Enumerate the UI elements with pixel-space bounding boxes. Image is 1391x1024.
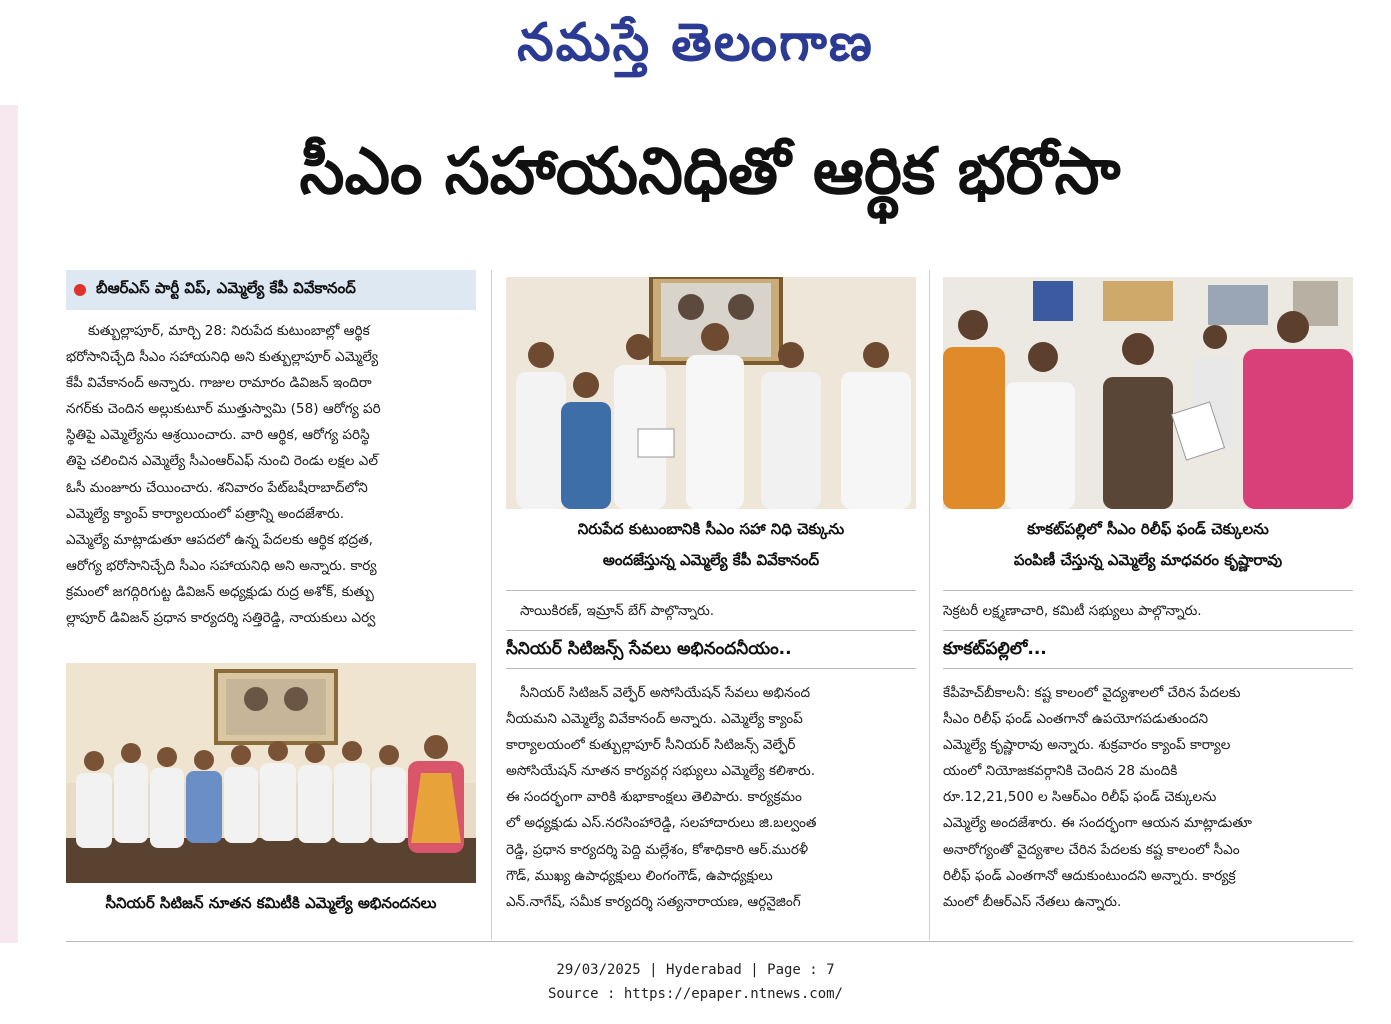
- story3-subhead: కూకట్‌పల్లిలో...: [943, 639, 1047, 659]
- body-line: కార్యాలయంలో కుత్బుల్లాపూర్ సీనియర్ సిటిజన్స్ వెల్ఫేర్: [506, 737, 796, 754]
- story1-kicker-text: బీఆర్ఎస్ పార్టీ విప్, ఎమ్మెల్యే కేపీ వివేకానంద్: [96, 279, 356, 297]
- subhead-bottom-rule: [506, 668, 916, 669]
- footer-date-edition: 29/03/2025 | Hyderabad | Page : 7: [556, 962, 835, 978]
- body-line: రూ.12,21,500 ల సిఆర్ఎం రిలీఫ్ ఫండ్ చెక్కులను: [943, 789, 1217, 806]
- body-line: ఎమ్మెల్యే మాట్లాడుతూ ఆపదలో ఉన్న పేదలకు ఆర్థిక భద్రత,: [66, 531, 373, 548]
- body-line: యంలో నియోజకవర్గానికి చెందిన 28 మందికి: [943, 763, 1178, 780]
- story3-body: [943, 680, 1353, 920]
- kp-vivekanand-photo-caption: [506, 514, 916, 576]
- body-line: అనారోగ్యంతో వైద్యశాల చేరిన పేదలకు కష్ట కాలంలో సీఎం: [943, 841, 1240, 858]
- madhavaram-photo-caption: [943, 514, 1353, 576]
- senior-citizens-photo-caption: సీనియర్ సిటిజన్ నూతన కమిటీకి ఎమ్మెల్యే అభినందనలు: [105, 894, 437, 912]
- subhead-top-rule: [506, 630, 916, 631]
- story2-body: [506, 680, 916, 920]
- body-line: అసోసియేషన్ నూతన కార్యవర్గ సభ్యులు ఎమ్మెల్యే కలిశారు.: [506, 763, 816, 780]
- page-bottom-rule: [66, 941, 1353, 942]
- caption-divider: [943, 590, 1353, 591]
- body-line: ఎమ్మెల్యే అందజేశారు. ఈ సందర్భంగా ఆయన మాట్లాడుతూ: [943, 815, 1252, 832]
- caption-divider: [506, 590, 916, 591]
- body-line: ఈ సందర్భంగా వారికి శుభాకాంక్షలు తెలిపారు. కార్యక్రమం: [506, 789, 802, 806]
- footer-source: Source : https://epaper.ntnews.com/: [547, 986, 843, 1002]
- subhead-bottom-rule: [943, 668, 1353, 669]
- column-divider: [929, 270, 930, 940]
- caption-line-1: నిరుపేద కుటుంబానికి సీఎం సహా నిధి చెక్కును: [577, 520, 845, 538]
- kp-vivekanand-cheque-photo: [506, 277, 916, 509]
- body-line: ఎన్.నాగేష్, సమీక కార్యదర్శి సత్యనారాయణ, ఆర్గనైజింగ్: [506, 893, 801, 910]
- page-headline: సీఎం సహాయనిధితో ఆర్థిక భరోసా: [299, 135, 1121, 209]
- madhavaram-krishnarao-cheque-photo: [943, 277, 1353, 509]
- body-line: భరోసానిచ్చేది సీఎం సహాయనిధి అని కుత్బుల్లాపూర్ ఎమ్మెల్యే: [66, 349, 379, 366]
- story1-body: [66, 318, 476, 658]
- body-line: కుత్బుల్లాపూర్, మార్చి 28: నిరుపేద కుటుంబాల్లో ఆర్థిక: [88, 323, 370, 339]
- body-line: కేపీహెచ్‌బీకాలనీ: కష్ట కాలంలో వైద్యశాలలో చేరిన పేదలకు: [943, 685, 1241, 701]
- caption-line-2: అందజేస్తున్న ఎమ్మెల్యే కేపీ వివేకానంద్: [602, 551, 820, 569]
- body-line: ఆరోగ్య భరోసానిచ్చేది సీఎం సహాయనిధి అని అన్నారు. కార్య: [66, 557, 377, 574]
- caption-line-1: కూకట్‌పల్లిలో సీఎం రిలీఫ్ ఫండ్ చెక్కులను: [1027, 520, 1269, 538]
- body-line: ఓసీ మంజూరు చేయించారు. శనివారం పేట్‌బషీరాబాద్‌లోని: [66, 479, 368, 496]
- body-line: ఎమ్మెల్యే కృష్ణారావు అన్నారు. శుక్రవారం క్యాంప్ కార్యాల: [943, 737, 1231, 754]
- story2-subhead: సీనియర్ సిటిజన్స్ సేవలు అభినందనీయం..: [506, 639, 792, 659]
- senior-citizens-photo: [66, 663, 476, 883]
- body-line: కేపీ వివేకానంద్ అన్నారు. గాజుల రామారం డివిజన్ ఇందిరా: [66, 375, 372, 392]
- newspaper-masthead: నమస్తే తెలంగాణ: [517, 12, 874, 73]
- body-line: స్థితిపై ఎమ్మెల్యేను ఆశ్రయించారు. వారి ఆర్థిక, ఆరోగ్య పరిస్థి: [66, 427, 370, 444]
- body-line: రెడ్డి, ప్రధాన కార్యదర్శి పెద్ది మల్లేశం, కోశాధికారి ఆర్.మురళీ: [506, 841, 809, 858]
- body-line: తిపై చలించిన ఎమ్మెల్యే సీఎంఆర్ఎఫ్ నుంచి రెండు లక్షల ఎల్: [66, 453, 378, 470]
- body-line: మంలో బీఆర్ఎస్ నేతలు ఉన్నారు.: [943, 893, 1122, 910]
- body-line: గౌడ్, ముఖ్య ఉపాధ్యక్షులు లింగంగౌడ్, ఉపాధ్యక్షులు: [506, 867, 773, 884]
- bullet-dot-icon: [74, 284, 86, 296]
- column-divider: [491, 270, 492, 940]
- body-line: ఎమ్మెల్యే క్యాంప్ కార్యాలయంలో పత్రాన్ని అందజేశారు.: [66, 505, 345, 522]
- body-line: లో అధ్యక్షుడు ఎస్.నరసింహారెడ్డి, సలహాదారులు జి.బల్వంత: [506, 815, 817, 832]
- page-edge-strip: [0, 105, 18, 943]
- body-line: నగర్‌కు చెందిన అల్లుకుటూర్ ముత్తుస్వామి (58) ఆరోగ్య పరి: [66, 401, 381, 418]
- body-line: సీఎం రిలీఫ్ ఫండ్ ఎంతగానో ఉపయోగపడుతుందని: [943, 711, 1209, 728]
- story2-continuation: సెక్రటరీ లక్ష్మణాచారి, కమిటీ సభ్యులు పాల్గొన్నారు.: [943, 603, 1202, 619]
- story1-kicker: [66, 270, 476, 310]
- body-line: రిలీఫ్ ఫండ్ ఎంతగానో ఆదుకుంటుందని అన్నారు. కార్యక్ర: [943, 867, 1236, 884]
- body-line: ల్లాపూర్ డివిజన్ ప్రధాన కార్యదర్శి సత్తిరెడ్డి, నాయకులు ఎర్వ: [66, 610, 376, 627]
- subhead-top-rule: [943, 630, 1353, 631]
- caption-line-2: పంపిణీ చేస్తున్న ఎమ్మెల్యే మాధవరం కృష్ణారావు: [1013, 551, 1283, 569]
- body-line: నీయమని ఎమ్మెల్యే వివేకానంద్ అన్నారు. ఎమ్మెల్యే క్యాంప్: [506, 711, 803, 728]
- body-line: సీనియర్ సిటిజన్ వెల్ఫేర్ అసోసియేషన్ సేవలు అభినంద: [520, 685, 811, 701]
- body-line: క్రమంలో జగద్గిరిగుట్ట డివిజన్ అధ్యక్షుడు రుద్ర అశోక్, కుత్బు: [66, 583, 374, 600]
- story1-continuation: సాయికిరణ్, ఇమ్రాన్ బేగ్ పాల్గొన్నారు.: [520, 603, 715, 619]
